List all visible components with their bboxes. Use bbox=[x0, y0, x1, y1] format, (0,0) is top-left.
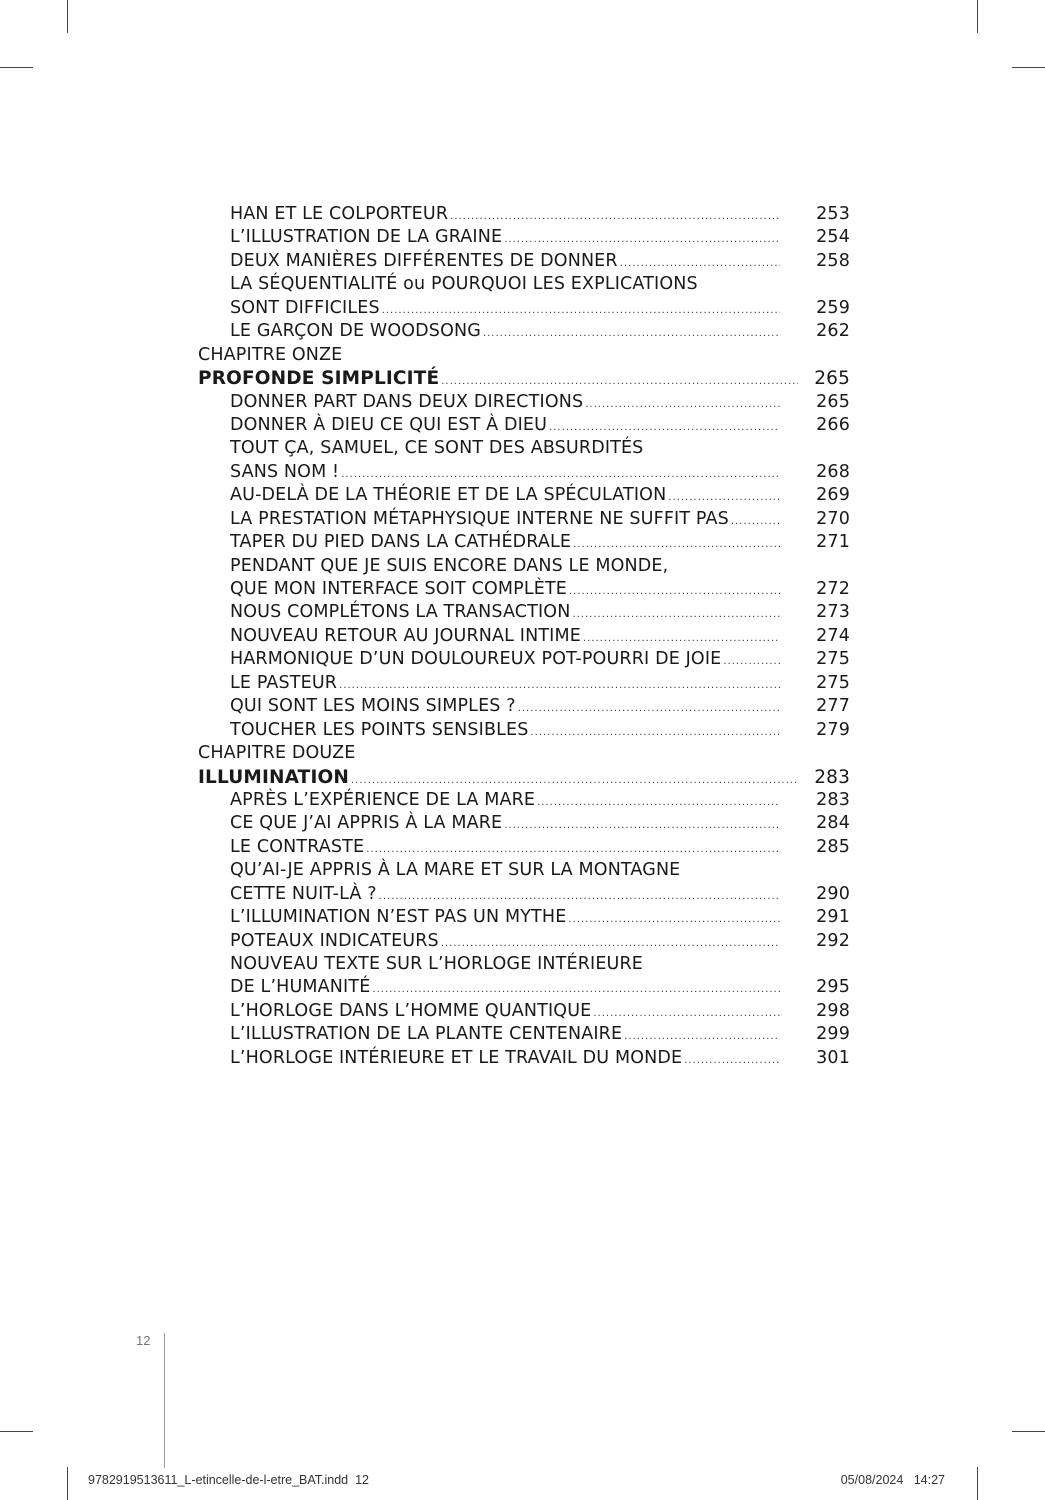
dot-leader bbox=[382, 299, 780, 322]
toc-entry bbox=[198, 859, 850, 882]
dot-leader bbox=[372, 978, 780, 1001]
toc-entry bbox=[198, 531, 850, 554]
entry-title: LE PASTEUR bbox=[230, 672, 338, 693]
entry-title: POTEAUX INDICATEURS bbox=[230, 930, 439, 951]
dot-leader bbox=[684, 1049, 780, 1072]
toc-entry bbox=[198, 1000, 850, 1023]
entry-page: 271 bbox=[816, 532, 850, 553]
entry-page: 275 bbox=[816, 672, 850, 693]
entry-title: LA PRESTATION MÉTAPHYSIQUE INTERNE NE SUFFIT PAS bbox=[230, 508, 729, 529]
entry-title: DONNER PART DANS DEUX DIRECTIONS bbox=[230, 391, 584, 412]
entry-title: CHAPITRE ONZE bbox=[198, 344, 343, 365]
footer-date: 05/08/2024 bbox=[840, 1473, 904, 1487]
entry-page: 268 bbox=[816, 461, 850, 482]
toc-entry bbox=[198, 1047, 850, 1070]
entry-page: 275 bbox=[816, 649, 850, 670]
toc-entry bbox=[198, 391, 850, 414]
entry-page: 258 bbox=[816, 250, 850, 271]
entry-page: 284 bbox=[816, 813, 850, 834]
dot-leader bbox=[568, 908, 780, 931]
dot-leader bbox=[441, 932, 780, 955]
entry-page: 283 bbox=[816, 789, 850, 810]
dot-leader bbox=[668, 486, 780, 509]
entry-title: PENDANT QUE JE SUIS ENCORE DANS LE MONDE, bbox=[230, 555, 669, 576]
dot-leader bbox=[537, 791, 780, 814]
entry-title: HAN ET LE COLPORTEUR bbox=[230, 204, 449, 224]
entry-title: LE GARÇON DE WOODSONG bbox=[230, 321, 481, 342]
entry-title: TOUCHER LES POINTS SENSIBLES bbox=[230, 719, 529, 740]
toc-entry bbox=[198, 953, 850, 976]
toc-entry bbox=[198, 273, 850, 296]
entry-page: 291 bbox=[816, 907, 850, 928]
footer-file bbox=[88, 1473, 369, 1487]
toc-entry bbox=[198, 625, 850, 648]
toc-entry bbox=[198, 320, 850, 343]
toc-entry bbox=[198, 226, 850, 249]
entry-title: PROFONDE SIMPLICITÉ bbox=[198, 368, 440, 390]
entry-title: CHAPITRE DOUZE bbox=[198, 743, 356, 764]
entry-title: AU-DELÀ DE LA THÉORIE ET DE LA SPÉCULATION bbox=[230, 485, 667, 506]
toc-entry bbox=[198, 976, 850, 999]
entry-page: 273 bbox=[816, 602, 850, 623]
toc-entry bbox=[198, 836, 850, 859]
crop-mark bbox=[67, 0, 68, 33]
entry-title: L’ILLUSTRATION DE LA GRAINE bbox=[230, 227, 503, 248]
dot-leader bbox=[572, 603, 780, 626]
toc-entry bbox=[198, 250, 850, 273]
entry-title: SANS NOM ! bbox=[230, 461, 340, 482]
crop-mark bbox=[977, 1467, 978, 1500]
dot-leader bbox=[379, 885, 780, 908]
entry-page: 259 bbox=[816, 297, 850, 318]
dot-leader bbox=[504, 814, 780, 837]
toc-entry bbox=[198, 812, 850, 835]
entry-page: 253 bbox=[816, 204, 850, 224]
footer-filename: 9782919513611_L-etincelle-de-l-etre_BAT.indd bbox=[88, 1473, 349, 1487]
entry-title: HARMONIQUE D’UN DOULOUREUX POT-POURRI DE JOIE bbox=[230, 649, 722, 670]
dot-leader bbox=[620, 252, 780, 275]
toc-entry bbox=[198, 672, 850, 695]
footer-time: 14:27 bbox=[913, 1473, 945, 1487]
chapter-title-entry bbox=[198, 766, 850, 789]
toc-entry bbox=[198, 789, 850, 812]
footer-timestamp bbox=[841, 1473, 945, 1487]
entry-page: 266 bbox=[816, 414, 850, 435]
toc-entry bbox=[198, 648, 850, 671]
crop-mark bbox=[0, 67, 33, 68]
entry-page: 298 bbox=[816, 1000, 850, 1021]
dot-leader bbox=[593, 1002, 780, 1025]
crop-mark bbox=[0, 1431, 33, 1432]
entry-title: DEUX MANIÈRES DIFFÉRENTES DE DONNER bbox=[230, 250, 618, 271]
toc-entry bbox=[198, 461, 850, 484]
toc-entry bbox=[198, 1023, 850, 1046]
dot-leader bbox=[723, 650, 780, 673]
entry-page: 292 bbox=[816, 930, 850, 951]
entry-title: L’ILLUSTRATION DE LA PLANTE CENTENAIRE bbox=[230, 1024, 623, 1045]
dot-leader bbox=[341, 463, 780, 486]
toc-entry bbox=[198, 414, 850, 437]
entry-page: 295 bbox=[816, 977, 850, 998]
dot-leader bbox=[483, 322, 780, 345]
page-number: 12 bbox=[136, 1333, 151, 1348]
toc-entry bbox=[198, 484, 850, 507]
dot-leader bbox=[504, 228, 780, 251]
toc-entry bbox=[198, 906, 850, 929]
toc-entry bbox=[198, 508, 850, 531]
entry-title: L’HORLOGE DANS L’HOMME QUANTIQUE bbox=[230, 1000, 592, 1021]
toc-entry bbox=[198, 437, 850, 460]
table-of-contents bbox=[198, 203, 850, 1070]
entry-title: CE QUE J’AI APPRIS À LA MARE bbox=[230, 813, 503, 834]
dot-leader bbox=[549, 416, 780, 439]
entry-title: ILLUMINATION bbox=[198, 766, 349, 788]
entry-title: NOUS COMPLÉTONS LA TRANSACTION bbox=[230, 602, 571, 623]
entry-page: 270 bbox=[816, 508, 850, 529]
entry-title: QU’AI-JE APPRIS À LA MARE ET SUR LA MONTAGNE bbox=[230, 860, 681, 881]
entry-page: 283 bbox=[814, 766, 850, 788]
entry-title: QUI SONT LES MOINS SIMPLES ? bbox=[230, 696, 516, 717]
entry-page: 265 bbox=[816, 391, 850, 412]
crop-mark bbox=[67, 1467, 68, 1500]
entry-page: 262 bbox=[816, 321, 850, 342]
toc-entry bbox=[198, 601, 850, 624]
toc-entry bbox=[198, 930, 850, 953]
entry-page: 299 bbox=[816, 1024, 850, 1045]
entry-page: 277 bbox=[816, 696, 850, 717]
entry-title: NOUVEAU RETOUR AU JOURNAL INTIME bbox=[230, 625, 581, 646]
dot-leader bbox=[573, 533, 780, 556]
chapter-heading bbox=[198, 344, 850, 367]
entry-page: 301 bbox=[816, 1047, 850, 1068]
entry-page: 279 bbox=[816, 719, 850, 740]
crop-mark bbox=[1012, 67, 1045, 68]
entry-title: TAPER DU PIED DANS LA CATHÉDRALE bbox=[230, 532, 572, 553]
dot-leader bbox=[585, 393, 780, 416]
entry-page: 290 bbox=[816, 883, 850, 904]
entry-title: L’ILLUMINATION N’EST PAS UN MYTHE bbox=[230, 907, 567, 928]
toc-entry bbox=[198, 203, 850, 226]
entry-page: 272 bbox=[816, 579, 850, 599]
entry-title: DE L’HUMANITÉ bbox=[230, 977, 371, 998]
footer-file-page: 12 bbox=[355, 1473, 369, 1487]
dot-leader bbox=[450, 205, 780, 228]
entry-page: 265 bbox=[814, 368, 850, 390]
entry-title: DONNER À DIEU CE QUI EST À DIEU bbox=[230, 414, 548, 435]
entry-title: CETTE NUIT-LÀ ? bbox=[230, 883, 377, 904]
crop-mark bbox=[1012, 1431, 1045, 1432]
entry-page: 269 bbox=[816, 485, 850, 506]
entry-title: APRÈS L’EXPÉRIENCE DE LA MARE bbox=[230, 789, 536, 810]
toc-entry bbox=[198, 719, 850, 742]
dot-leader bbox=[518, 697, 780, 720]
entry-title: L’HORLOGE INTÉRIEURE ET LE TRAVAIL DU MONDE bbox=[230, 1047, 683, 1068]
entry-page: 274 bbox=[816, 625, 850, 646]
toc-entry bbox=[198, 297, 850, 320]
margin-rule bbox=[164, 1333, 165, 1468]
dot-leader bbox=[531, 721, 781, 744]
chapter-title-entry bbox=[198, 367, 850, 390]
toc-entry bbox=[198, 883, 850, 906]
entry-title: TOUT ÇA, SAMUEL, CE SONT DES ABSURDITÉS bbox=[230, 438, 644, 459]
entry-title: SONT DIFFICILES bbox=[230, 297, 380, 318]
toc-entry bbox=[198, 578, 850, 601]
entry-page: 254 bbox=[816, 227, 850, 248]
chapter-heading bbox=[198, 742, 850, 765]
dot-leader bbox=[339, 674, 780, 697]
dot-leader bbox=[366, 838, 780, 861]
dot-leader bbox=[624, 1025, 780, 1048]
entry-page: 285 bbox=[816, 836, 850, 857]
entry-title: NOUVEAU TEXTE SUR L’HORLOGE INTÉRIEURE bbox=[230, 954, 644, 974]
entry-title: LA SÉQUENTIALITÉ ou POURQUOI LES EXPLICATIONS bbox=[230, 274, 698, 295]
dot-leader bbox=[731, 510, 780, 533]
crop-mark bbox=[977, 0, 978, 33]
entry-title: QUE MON INTERFACE SOIT COMPLÈTE bbox=[230, 579, 567, 599]
toc-entry bbox=[198, 555, 850, 578]
dot-leader bbox=[583, 627, 780, 650]
toc-entry bbox=[198, 695, 850, 718]
dot-leader bbox=[569, 580, 780, 603]
entry-title: LE CONTRASTE bbox=[230, 836, 365, 857]
